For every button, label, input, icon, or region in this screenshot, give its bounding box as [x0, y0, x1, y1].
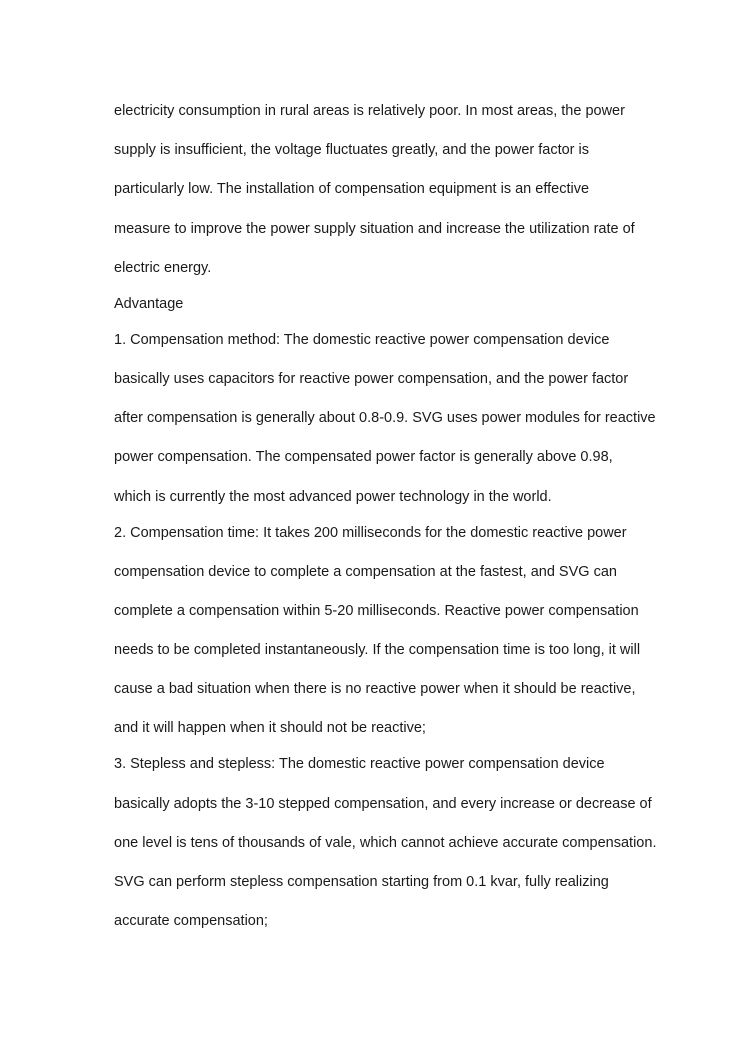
- text-line: basically adopts the 3-10 stepped compensation, and every increase or decrease of: [114, 795, 652, 812]
- text-line: one level is tens of thousands of vale, which cannot achieve accurate compensation.: [114, 834, 657, 851]
- document-body: [114, 98, 657, 947]
- text-line: 1. Compensation method: The domestic reactive power compensation device: [114, 331, 610, 348]
- text-line: 2. Compensation time: It takes 200 milliseconds for the domestic reactive power: [114, 524, 627, 541]
- text-line: cause a bad situation when there is no reactive power when it should be reactive,: [114, 681, 636, 698]
- text-line: supply is insufficient, the voltage fluctuates greatly, and the power factor is: [114, 142, 590, 159]
- text-line: electricity consumption in rural areas is relatively poor. In most areas, the power: [114, 103, 625, 119]
- text-line: measure to improve the power supply situation and increase the utilization rate of: [114, 220, 635, 237]
- paragraph-intro: [114, 98, 654, 291]
- text-line: needs to be completed instantaneously. If the compensation time is too long, it will: [114, 642, 641, 659]
- text-line: complete a compensation within 5-20 milliseconds. Reactive power compensation: [114, 602, 639, 619]
- text-line: SVG can perform stepless compensation starting from 0.1 kvar, fully realizing: [114, 874, 609, 890]
- text-line: basically uses capacitors for reactive power compensation, and the power factor: [114, 370, 629, 387]
- text-line: electric energy.: [114, 259, 212, 276]
- text-line: and it will happen when it should not be reactive;: [114, 720, 426, 737]
- paragraph-point-2: [114, 520, 654, 752]
- paragraph-point-3: [114, 751, 657, 947]
- section-heading-advantage: [114, 291, 654, 327]
- text-line: after compensation is generally about 0.8-0.9. SVG uses power modules for reactive: [114, 410, 656, 427]
- text-line: power compensation. The compensated power factor is generally above 0.98,: [114, 449, 613, 466]
- text-line: 3. Stepless and stepless: The domestic reactive power compensation device: [114, 756, 605, 773]
- paragraph-point-1: [114, 327, 654, 520]
- text-line: particularly low. The installation of compensation equipment is an effective: [114, 181, 590, 198]
- text-line: compensation device to complete a compensation at the fastest, and SVG can: [114, 563, 617, 580]
- text-line: accurate compensation;: [114, 913, 268, 930]
- heading-text: Advantage: [114, 295, 184, 312]
- text-line: which is currently the most advanced power technology in the world.: [114, 488, 552, 505]
